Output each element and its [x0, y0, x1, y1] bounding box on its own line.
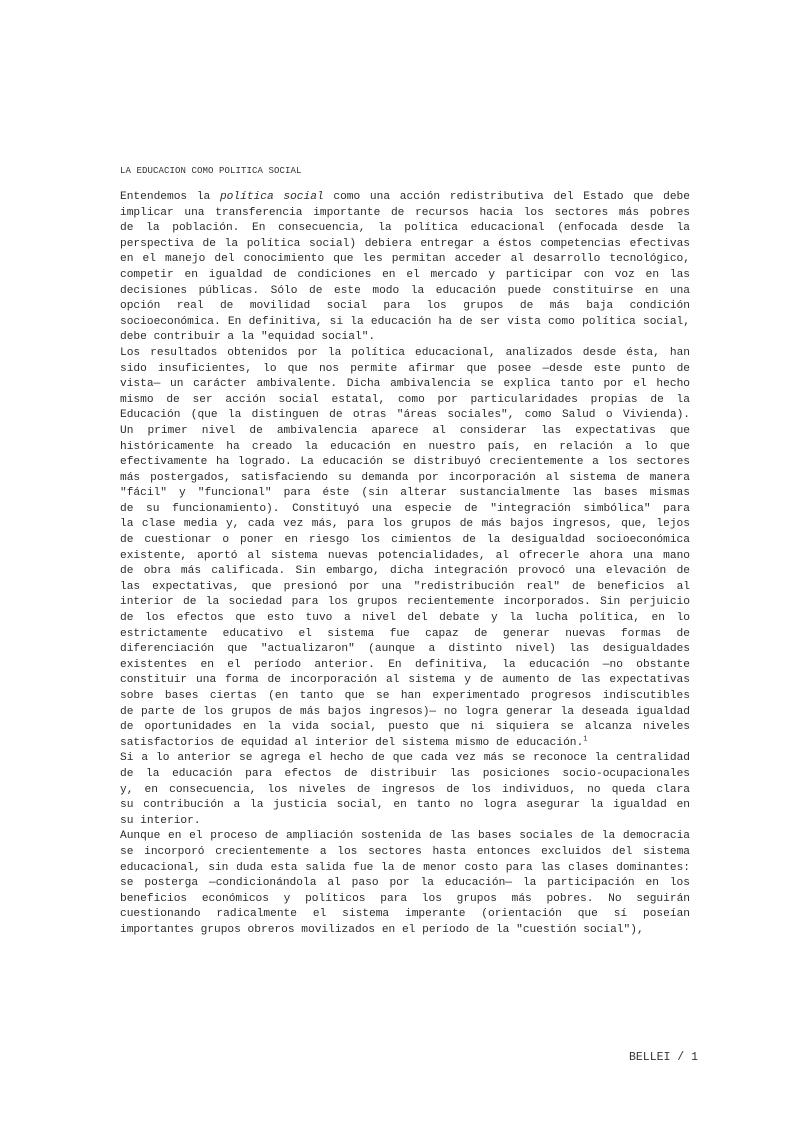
text-segment: importantes grupos obreros movilizados en el período de la "cuestión social"), [120, 923, 644, 936]
text-line [120, 533, 690, 549]
text-segment: Si a lo anterior se agrega el hecho de que cada vez más se reconoce la centralidad [120, 752, 690, 765]
text-line [120, 767, 690, 783]
text-line [120, 549, 690, 565]
text-line [120, 315, 690, 331]
text-segment: la clase media y, cada vez más, para los grupos de más bajos ingresos, que, lejos [120, 518, 690, 531]
text-segment: educacional, sin duda esta salida fue la de menor costo para las clases dominantes: [120, 861, 690, 874]
text-segment: sobre bases ciertas (en tanto que se han experimentado progresos indiscutibles [120, 690, 690, 702]
text-segment: constituir una forma de incorporación al sistema y de aumento de las expectativas [120, 674, 690, 687]
text-line [120, 455, 690, 471]
text-line [120, 424, 690, 440]
text-segment: Un primer nivel de ambivalencia aparece al considerar las expectativas que [120, 424, 690, 437]
text-line [120, 798, 690, 814]
text-segment: efectivamente ha logrado. La educación se distribuyó crecientemente a los sectores [120, 456, 690, 469]
text-segment: se posterga —condicionándola al paso por la educación— la participación en los [120, 877, 690, 890]
text-line [120, 346, 690, 362]
text-segment: las expectativas, que presionó por una "redistribución real" de beneficios al [120, 580, 690, 593]
text-segment: de parte de los grupos de más bajos ingresos)— no logra generar la deseada igualdad [120, 705, 690, 718]
text-line [120, 362, 690, 378]
text-segment: mismo de ser acción social estatal, como por particularidades propias de la [120, 393, 690, 406]
text-line [120, 252, 690, 268]
text-segment: de la educación para efectos de distribuir las posiciones socio-ocupacionales [120, 767, 690, 780]
text-segment: beneficios económicos y políticos para los grupos más pobres. No seguirán [120, 892, 690, 905]
text-segment: de oportunidades en la vida social, puesto que ni siquiera se alcanza niveles [120, 721, 690, 734]
text-segment: se incorporó crecientemente a los sectores hasta entonces excluidos del sistema [120, 845, 690, 858]
text-line [120, 268, 690, 284]
text-segment: más postergados, satisfaciendo su demanda por incorporación al sistema de manera [120, 471, 690, 484]
text-segment: "fácil" y "funcional" para éste (sin alterar sustancialmente las bases mismas [120, 487, 690, 500]
text-segment: en el manejo del conocimiento que les permitan acceder al desarrollo tecnológico, [120, 253, 690, 266]
text-line [120, 206, 690, 222]
text-line [120, 284, 690, 300]
text-line [120, 705, 690, 721]
text-segment: opción real de movilidad social para los grupos de más baja condición [120, 300, 690, 313]
text-segment: sido insuficientes, lo que nos permite afirmar que posee —desde este punto de [120, 362, 690, 375]
text-segment: decisiones públicas. Sólo de este modo la educación puede constituirse en una [120, 284, 690, 297]
text-segment: de cuestionar o poner en riesgo los cimientos de la desigualdad socioeconómica [120, 534, 690, 547]
text-segment: de los efectos que esto tuvo a nivel del debate y la lucha política, en lo [120, 612, 690, 625]
text-segment: estrictamente educativo el sistema fue capaz de generar nuevas formas de [120, 627, 690, 640]
text-line [120, 564, 690, 580]
text-segment: diferenciación que "actualizaron" (aunque a distinto nivel) las desigualdades [120, 643, 690, 656]
text-segment: existente, aportó al sistema nuevas potencialidades, al ofrecerle ahora una mano [120, 549, 690, 562]
text-line [120, 627, 690, 643]
emphasized-term: política social [219, 191, 324, 203]
text-segment: socioeconómica. En definitiva, si la educación ha de ser vista como política social, [120, 315, 690, 328]
text-line [120, 237, 690, 253]
text-segment: de obra más calificada. Sin embargo, dicha integración provocó una elevación de [120, 565, 690, 578]
text-line [120, 876, 690, 892]
text-segment: debe contribuir a la "equidad social". [120, 331, 376, 344]
text-line [120, 814, 690, 830]
text-line [120, 221, 690, 237]
text-segment: interior de la sociedad para los grupos recientemente incorporados. Sin perjuicio [120, 596, 690, 609]
text-line [120, 923, 690, 939]
text-segment: de su funcionamiento). Constituyó una especie de "integración simbólica" para [120, 502, 690, 515]
text-segment: competir en igualdad de condiciones en el mercado y participar con voz en las [120, 268, 690, 281]
text-segment: y, en consecuencia, los niveles de ingresos de los individuos, no queda clara [120, 783, 690, 796]
text-line [120, 658, 690, 674]
text-line [120, 642, 690, 658]
text-line [120, 845, 690, 861]
text-line [120, 907, 690, 923]
page-footer: BELLEI / 1 [629, 1051, 699, 1064]
text-line [120, 751, 690, 767]
text-segment: de la población. En consecuencia, la política educacional (enfocada desde la [120, 222, 690, 235]
text-segment: como una acción redistributiva del Estado que debe [323, 191, 690, 203]
text-segment: satisfactorios de equidad al interior del sistema mismo de educación. [120, 736, 584, 749]
text-line [120, 673, 690, 689]
footnote-mark: 1 [583, 735, 588, 744]
text-segment: históricamente ha creado la educación en nuestro país, en relación a lo que [120, 440, 690, 453]
text-line [120, 829, 690, 845]
text-segment: implicar una transferencia importante de recursos hacia los sectores más pobres [120, 206, 690, 219]
text-line [120, 330, 690, 346]
text-segment: Entendemos la [120, 191, 220, 203]
text-line [120, 892, 690, 908]
text-line [120, 580, 690, 596]
text-line [120, 299, 690, 315]
text-line [120, 595, 690, 611]
text-line [120, 783, 690, 799]
text-segment: cuestionando radicalmente el sistema imperante (orientación que sí poseían [120, 908, 690, 921]
text-segment: existentes en el período anterior. En definitiva, la educación —no obstante [120, 658, 690, 671]
text-line [120, 440, 690, 456]
text-line [120, 611, 690, 627]
text-segment: Educación (que la distinguen de otras "áreas sociales", como Salud o Vivienda). [120, 409, 690, 422]
text-line [120, 393, 690, 409]
text-segment: Aunque en el proceso de ampliación sostenida de las bases sociales de la democracia [120, 830, 690, 843]
text-line [120, 486, 690, 502]
text-line [120, 861, 690, 877]
text-line [120, 689, 690, 705]
text-segment: perspectiva de la política social) debiera entregar a éstos competencias efectivas [120, 237, 690, 250]
text-segment: su interior. [120, 814, 201, 827]
text-line [120, 471, 690, 487]
text-line [120, 190, 690, 206]
text-line [120, 408, 690, 424]
text-line [120, 736, 690, 752]
document-body [120, 190, 690, 939]
text-line [120, 517, 690, 533]
text-segment: su contribución a la justicia social, en tanto no logra asegurar la igualdad en [120, 799, 690, 812]
text-segment: Los resultados obtenidos por la política educacional, analizados desde ésta, han [120, 346, 690, 359]
text-line [120, 720, 690, 736]
text-segment: vista— un carácter ambivalente. Dicha ambivalencia se explica tanto por el hecho [120, 378, 690, 391]
text-line [120, 377, 690, 393]
document-title: LA EDUCACION COMO POLITICA SOCIAL [120, 166, 302, 176]
text-line [120, 502, 690, 518]
